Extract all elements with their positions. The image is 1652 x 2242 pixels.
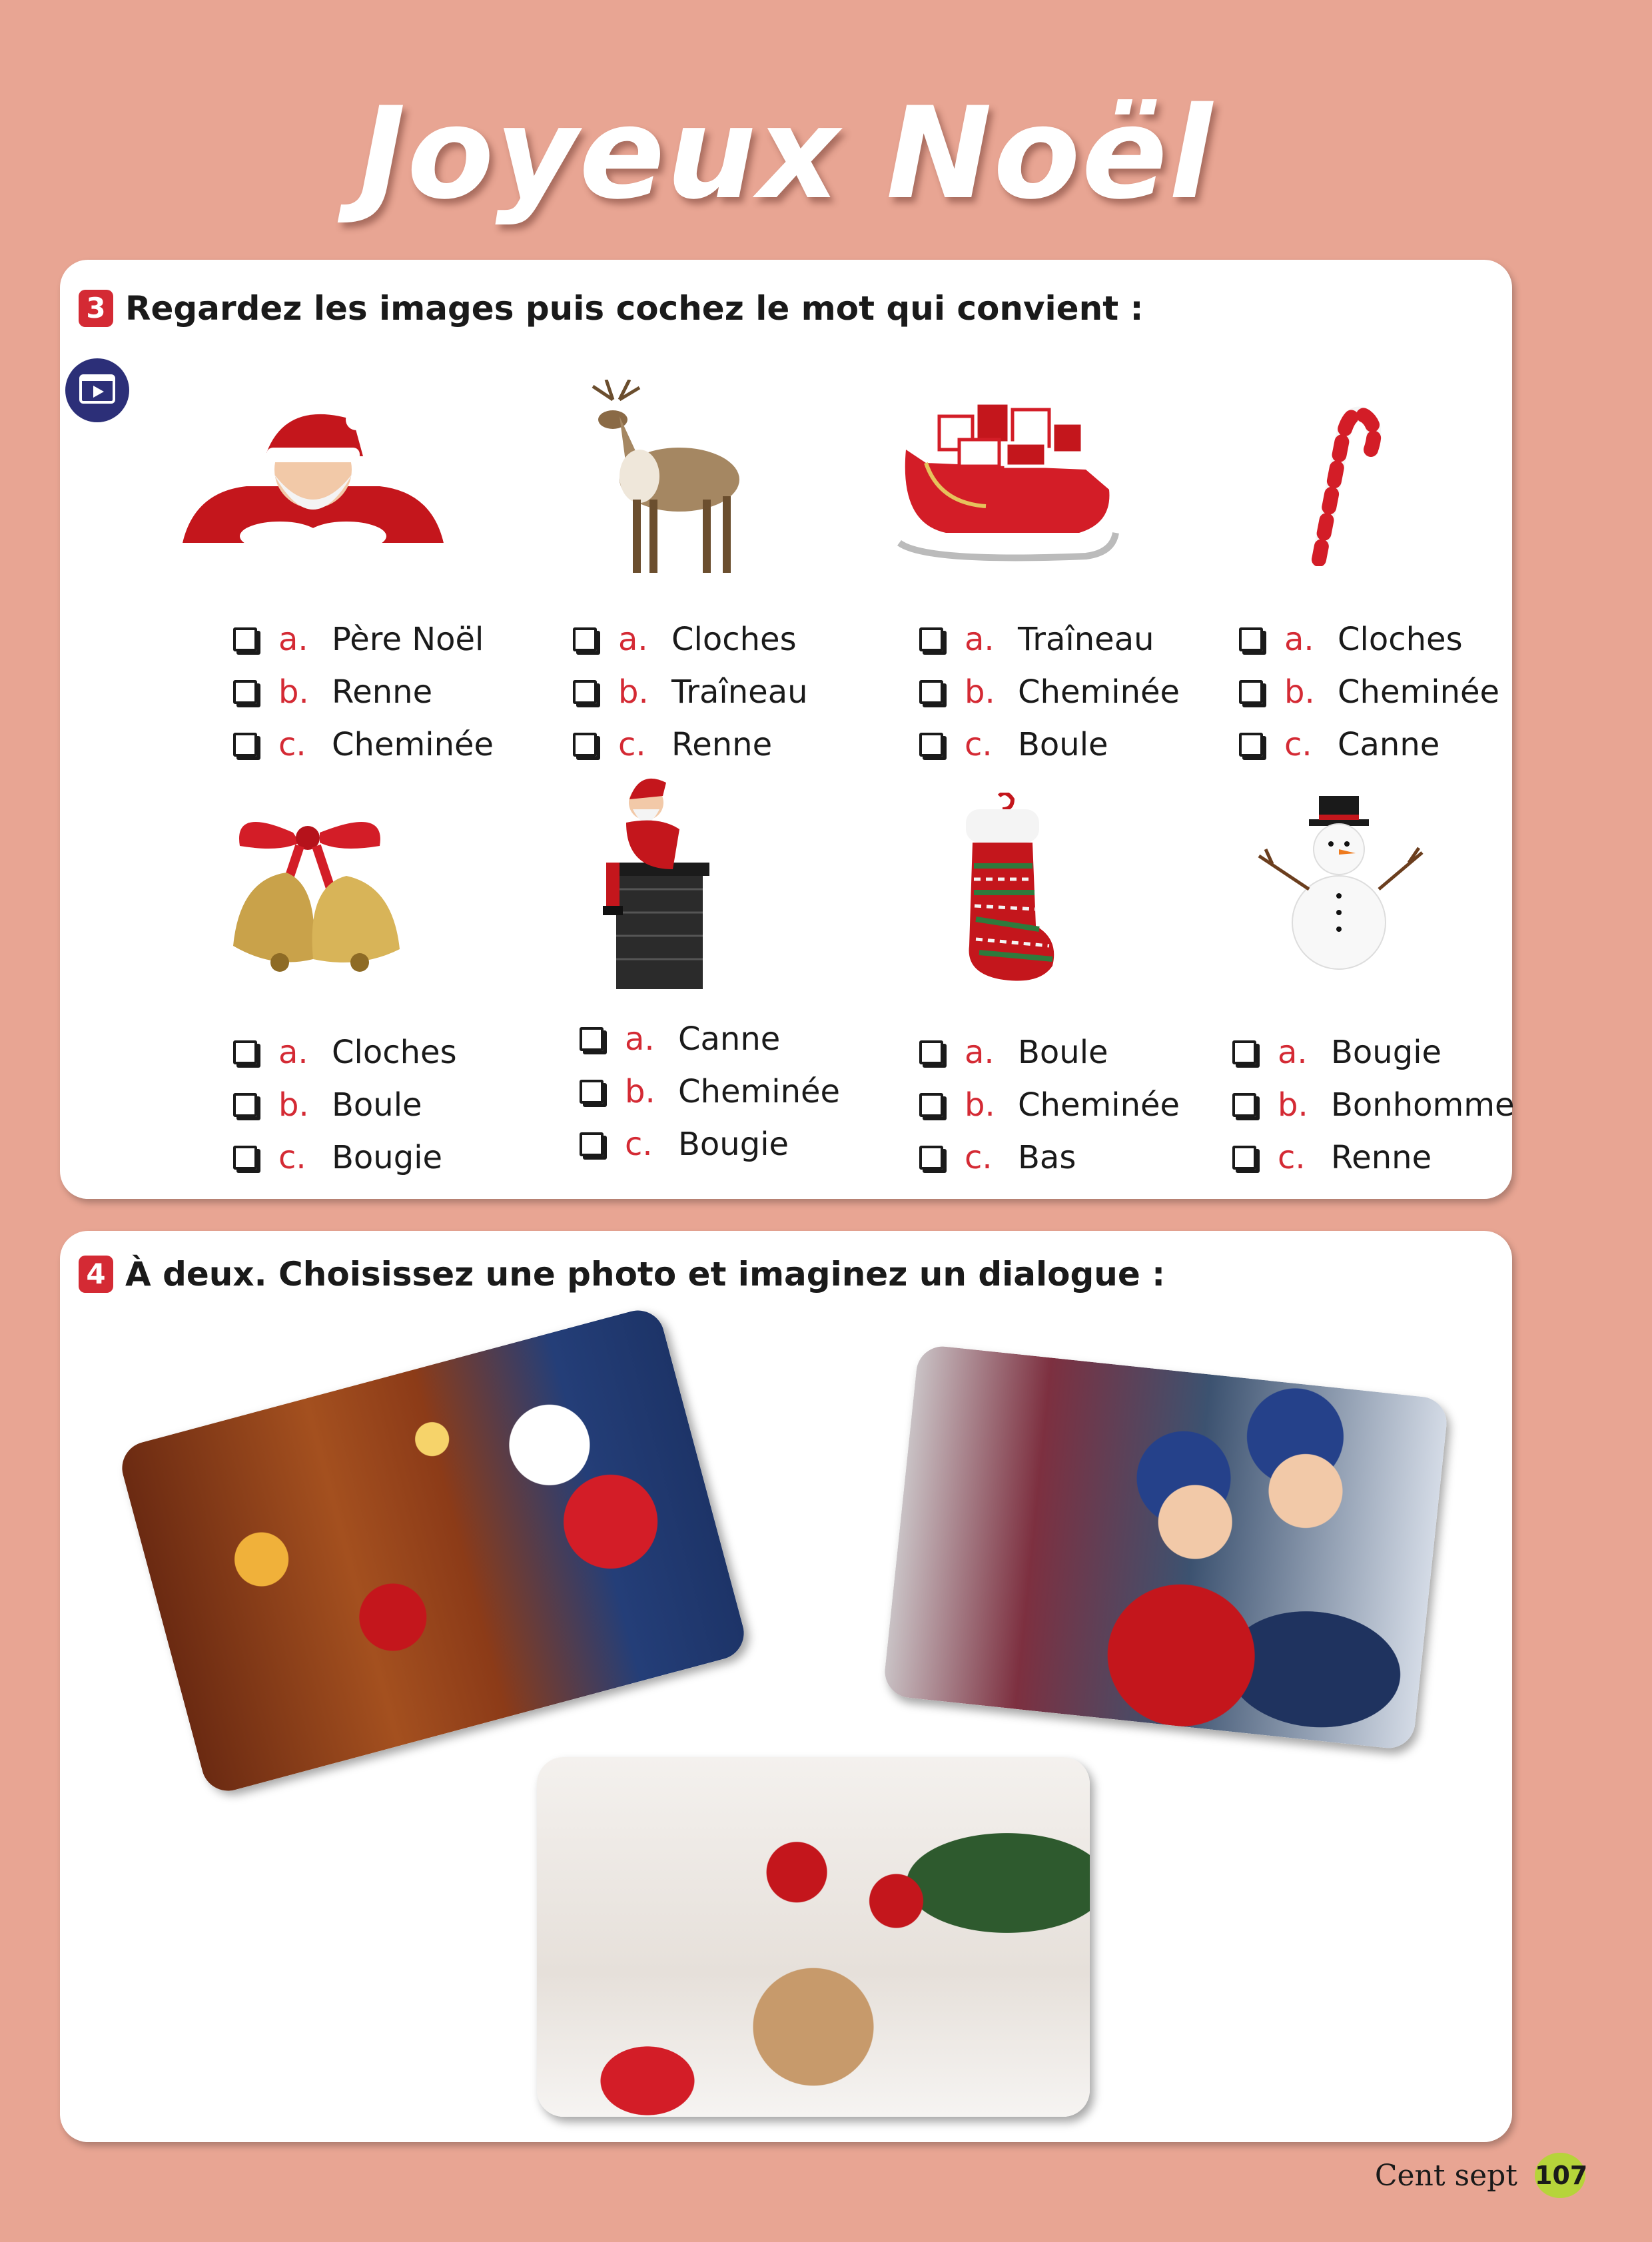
checkbox[interactable] — [580, 1132, 604, 1156]
checkbox[interactable] — [233, 733, 257, 757]
instruction-text: À deux. Choisissez une photo et imaginez un dialogue : — [125, 1255, 1166, 1294]
checkbox[interactable] — [233, 1093, 257, 1117]
option-b[interactable]: b. Boule — [233, 1078, 457, 1131]
checkbox[interactable] — [573, 680, 597, 704]
option-c[interactable]: c. Renne — [573, 718, 808, 771]
checkbox[interactable] — [1239, 627, 1263, 651]
option-a[interactable]: a. Boule — [919, 1026, 1180, 1078]
option-a[interactable]: a. Cloches — [1239, 613, 1499, 665]
page-title: Joyeux Noël — [358, 80, 1214, 227]
exercise-number-badge: 3 — [79, 290, 113, 327]
option-a[interactable]: a. Bougie — [1232, 1026, 1515, 1078]
instruction-text: Regardez les images puis cochez le mot qui convient : — [125, 289, 1144, 328]
exercise-4-instruction — [79, 1255, 1165, 1294]
option-c[interactable]: c. Bougie — [580, 1118, 840, 1170]
checkbox[interactable] — [233, 1040, 257, 1064]
option-b[interactable]: b. Cheminée — [580, 1065, 840, 1118]
checkbox[interactable] — [573, 733, 597, 757]
option-a[interactable]: a. Cloches — [233, 1026, 457, 1078]
checkbox[interactable] — [233, 1146, 257, 1170]
exercise-number-badge: 4 — [79, 1256, 113, 1293]
checkbox[interactable] — [580, 1080, 604, 1104]
option-c[interactable]: c. Bougie — [233, 1131, 457, 1184]
checkbox[interactable] — [580, 1027, 604, 1051]
santa-on-chimney-image — [486, 766, 833, 992]
video-icon[interactable] — [65, 358, 129, 422]
checkbox[interactable] — [1239, 680, 1263, 704]
option-c[interactable]: c. Bas — [919, 1131, 1180, 1184]
checkbox[interactable] — [233, 627, 257, 651]
couple-shopping-photo — [882, 1344, 1449, 1751]
candy-cane-image — [1166, 366, 1512, 593]
option-c[interactable]: c. Canne — [1239, 718, 1499, 771]
exercise-3-instruction — [79, 289, 1144, 328]
checkbox[interactable] — [919, 1040, 943, 1064]
bells-image — [140, 779, 486, 1006]
checkbox[interactable] — [1232, 1040, 1256, 1064]
page-number-badge: 107 — [1535, 2153, 1585, 2198]
option-b[interactable]: b. Cheminée — [1239, 665, 1499, 718]
option-c[interactable]: c. Renne — [1232, 1131, 1515, 1184]
checkbox[interactable] — [919, 733, 943, 757]
option-b[interactable]: b. Traîneau — [573, 665, 808, 718]
snowman-image — [1166, 779, 1512, 1006]
checkbox[interactable] — [573, 627, 597, 651]
option-a[interactable]: a. Père Noël — [233, 613, 494, 665]
checkbox[interactable] — [233, 680, 257, 704]
page-number-words: Cent sept — [1374, 2158, 1517, 2193]
stocking-image — [833, 779, 1179, 1006]
checkbox[interactable] — [919, 627, 943, 651]
option-a[interactable]: a. Canne — [580, 1012, 840, 1065]
option-c[interactable]: c. Cheminée — [233, 718, 494, 771]
page-footer — [1374, 2153, 1588, 2198]
children-gifts-photo — [537, 1757, 1090, 2117]
sleigh-image — [833, 366, 1179, 593]
checkbox[interactable] — [919, 680, 943, 704]
option-a[interactable]: a. Cloches — [573, 613, 808, 665]
christmas-market-photo — [116, 1304, 749, 1796]
option-a[interactable]: a. Traîneau — [919, 613, 1180, 665]
option-b[interactable]: b. Bonhomme — [1232, 1078, 1515, 1131]
checkbox[interactable] — [919, 1146, 943, 1170]
option-b[interactable]: b. Cheminée — [919, 665, 1180, 718]
checkbox[interactable] — [919, 1093, 943, 1117]
exercise-3-panel — [60, 260, 1515, 1199]
option-c[interactable]: c. Boule — [919, 718, 1180, 771]
checkbox[interactable] — [1239, 733, 1263, 757]
option-b[interactable]: b. Renne — [233, 665, 494, 718]
reindeer-image — [486, 366, 833, 593]
option-b[interactable]: b. Cheminée — [919, 1078, 1180, 1131]
checkbox[interactable] — [1232, 1146, 1256, 1170]
checkbox[interactable] — [1232, 1093, 1256, 1117]
exercise-4-panel — [60, 1231, 1512, 2142]
santa-claus-image — [140, 366, 486, 593]
